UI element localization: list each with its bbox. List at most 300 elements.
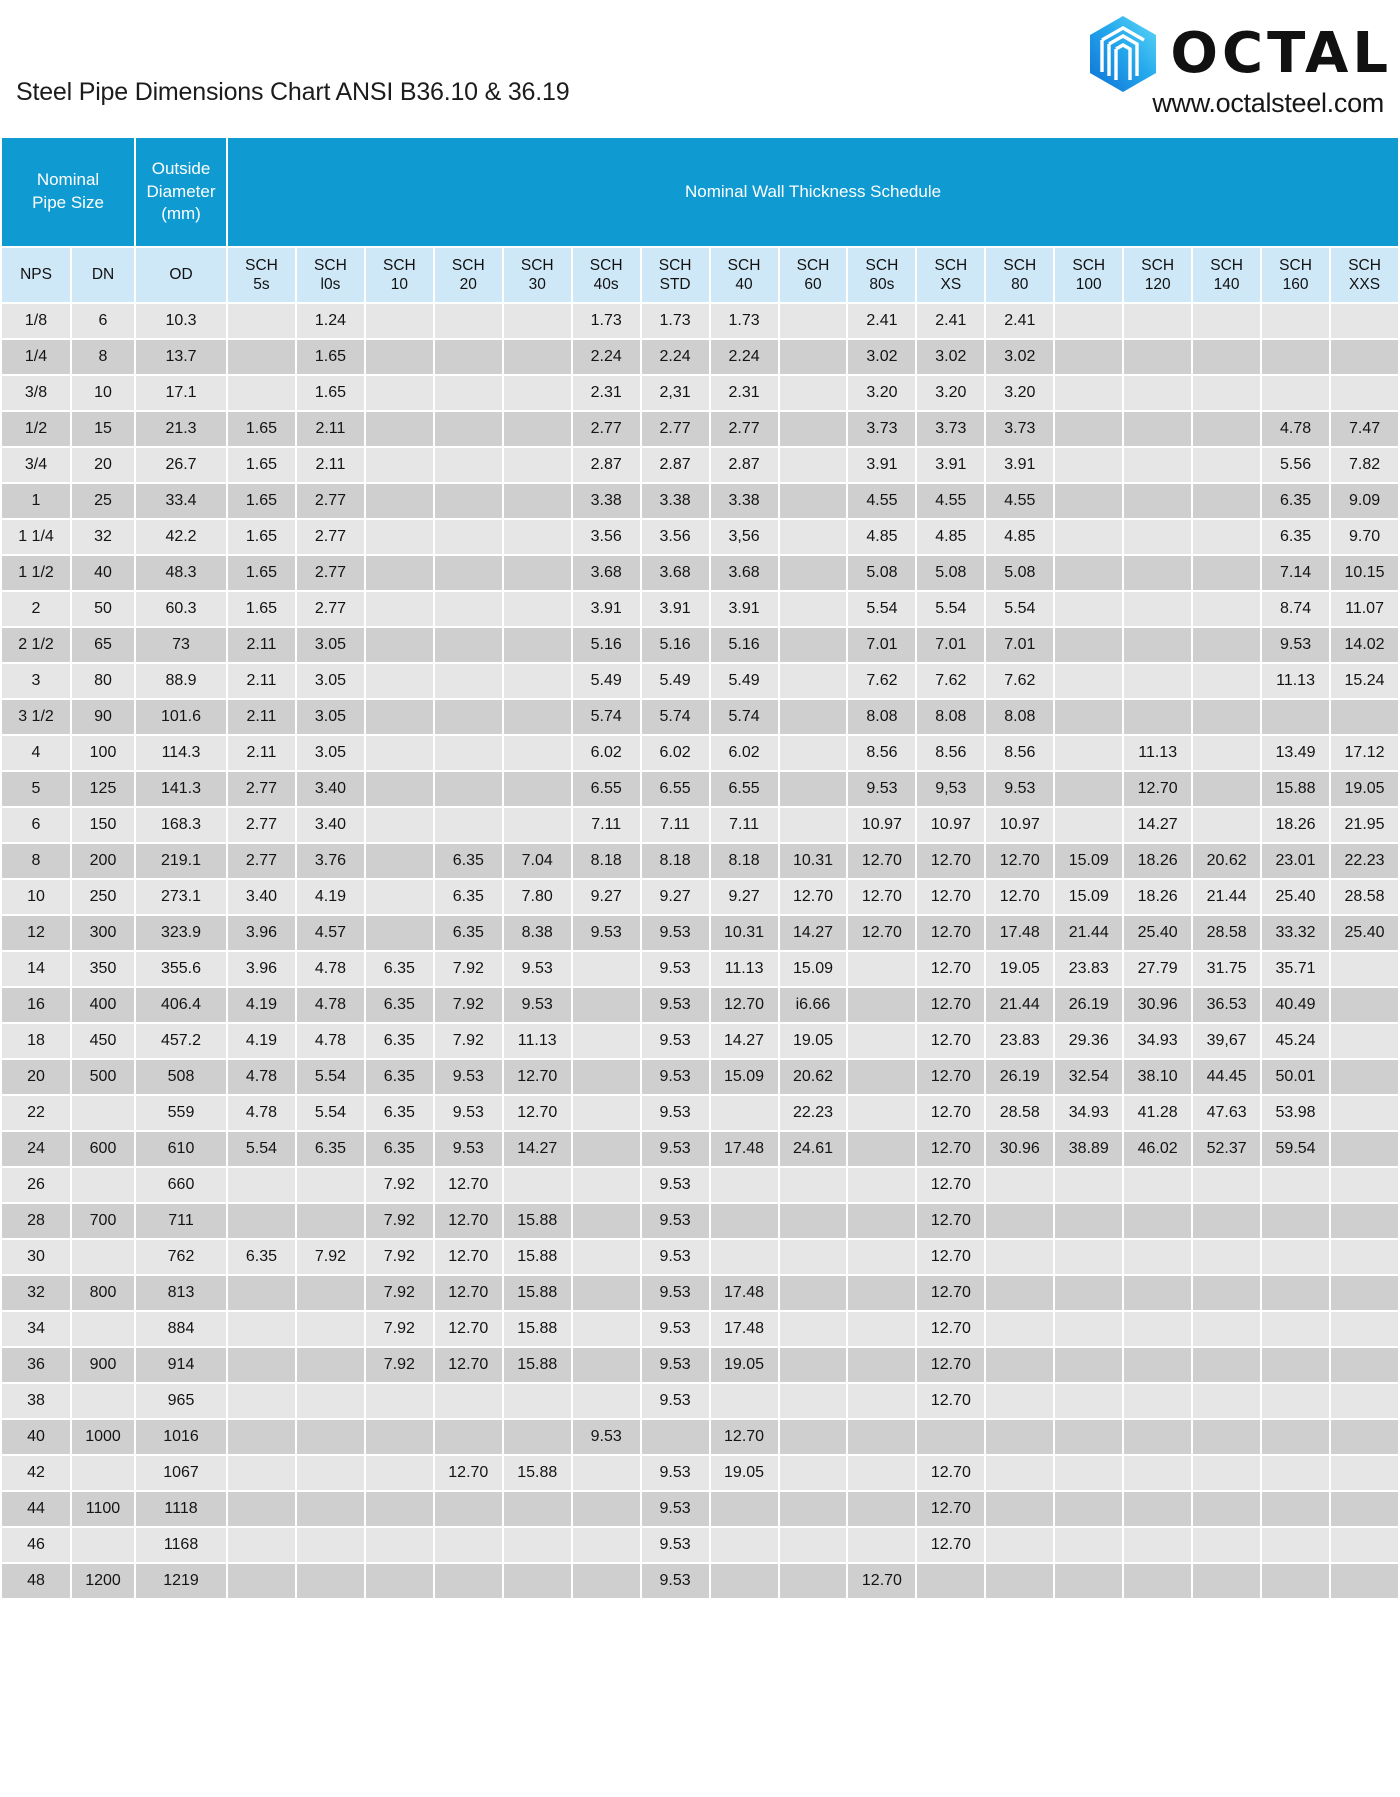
table-cell: 5.16 — [642, 628, 709, 662]
sch-prefix-label: SCH — [1348, 256, 1381, 274]
table-cell-empty — [504, 1492, 571, 1526]
table-cell: 9.53 — [642, 1240, 709, 1274]
table-cell-empty — [366, 556, 433, 590]
table-cell: 3.56 — [573, 520, 640, 554]
table-cell: 21.95 — [1331, 808, 1398, 842]
table-cell: 4.78 — [297, 1024, 364, 1058]
table-cell: 7.62 — [986, 664, 1053, 698]
table-cell: 12.70 — [848, 880, 915, 914]
table-cell-empty — [573, 952, 640, 986]
table-cell: 9.53 — [642, 1276, 709, 1310]
table-cell: 12.70 — [435, 1204, 502, 1238]
table-cell-empty — [366, 772, 433, 806]
table-cell: 16 — [2, 988, 70, 1022]
table-cell-empty — [1331, 1060, 1398, 1094]
table-cell-empty — [1262, 1168, 1329, 1202]
table-cell-empty — [848, 1420, 915, 1454]
table-row — [2, 1240, 1398, 1274]
table-cell: 9.53 — [435, 1060, 502, 1094]
column-header-sch-80s — [848, 248, 915, 302]
table-cell: 60.3 — [136, 592, 226, 626]
table-cell-empty — [435, 340, 502, 374]
table-cell: 50 — [72, 592, 134, 626]
table-cell: 2.11 — [228, 664, 295, 698]
table-cell: 9.70 — [1331, 520, 1398, 554]
table-cell-empty — [1124, 628, 1191, 662]
table-cell: 3.68 — [642, 556, 709, 590]
sch-prefix-label: SCH — [1072, 256, 1106, 274]
table-cell: 9.53 — [504, 952, 571, 986]
table-cell-empty — [1124, 448, 1191, 482]
table-cell-empty — [297, 1384, 364, 1418]
table-cell: 34 — [2, 1312, 70, 1346]
table-cell: 3.68 — [573, 556, 640, 590]
sch-suffix-label: 160 — [1282, 276, 1309, 293]
table-row — [2, 1204, 1398, 1238]
table-row — [2, 340, 1398, 374]
table-cell-empty — [986, 1168, 1053, 1202]
table-cell-empty — [711, 1240, 778, 1274]
table-cell: 3.38 — [642, 484, 709, 518]
table-cell-empty — [780, 1564, 847, 1598]
table-cell: 11.13 — [1262, 664, 1329, 698]
table-cell: 19.05 — [711, 1348, 778, 1382]
table-cell-empty — [780, 1528, 847, 1562]
table-cell-empty — [1124, 484, 1191, 518]
table-cell: 1.24 — [297, 304, 364, 338]
table-row — [2, 1456, 1398, 1490]
table-cell: 90 — [72, 700, 134, 734]
table-cell-empty — [297, 1420, 364, 1454]
table-cell-empty — [1331, 340, 1398, 374]
table-cell: 3.02 — [917, 340, 984, 374]
table-cell-empty — [1331, 1132, 1398, 1166]
table-cell: 1168 — [136, 1528, 226, 1562]
table-cell-empty — [1055, 772, 1122, 806]
table-cell: 7.11 — [642, 808, 709, 842]
table-cell: 7.82 — [1331, 448, 1398, 482]
table-cell: 2.77 — [573, 412, 640, 446]
table-cell: 12.70 — [917, 1456, 984, 1490]
table-cell-empty — [1124, 556, 1191, 590]
table-cell: 17.48 — [711, 1312, 778, 1346]
table-cell-empty — [573, 1096, 640, 1130]
table-cell: 15.88 — [504, 1240, 571, 1274]
table-cell-empty — [1262, 1240, 1329, 1274]
table-cell-empty — [986, 1420, 1053, 1454]
table-cell-empty — [504, 1384, 571, 1418]
sch-suffix-label: 140 — [1213, 276, 1240, 293]
column-header-sch-30 — [504, 248, 571, 302]
table-cell: i6.66 — [780, 988, 847, 1022]
table-cell-empty — [366, 1456, 433, 1490]
table-row — [2, 1312, 1398, 1346]
table-cell: 4 — [2, 736, 70, 770]
table-cell: 5.08 — [986, 556, 1053, 590]
table-cell: 6.55 — [711, 772, 778, 806]
table-cell: 2 1/2 — [2, 628, 70, 662]
table-cell: 15.09 — [1055, 880, 1122, 914]
table-cell: 5.74 — [711, 700, 778, 734]
table-cell: 2.77 — [228, 808, 295, 842]
table-cell-empty — [780, 1456, 847, 1490]
table-cell: 44.45 — [1193, 1060, 1260, 1094]
column-header-sch-l0s — [297, 248, 364, 302]
table-cell: 3.91 — [986, 448, 1053, 482]
table-cell: 6.35 — [435, 844, 502, 878]
table-cell: 20 — [72, 448, 134, 482]
table-cell: 15.88 — [504, 1456, 571, 1490]
table-cell: 1 1/4 — [2, 520, 70, 554]
table-cell: 12.70 — [917, 1024, 984, 1058]
table-cell: 12.70 — [435, 1276, 502, 1310]
table-cell-empty — [573, 1024, 640, 1058]
table-cell: 3.40 — [228, 880, 295, 914]
table-cell-empty — [366, 376, 433, 410]
table-cell: 10.15 — [1331, 556, 1398, 590]
table-cell: 610 — [136, 1132, 226, 1166]
table-cell-empty — [1262, 1564, 1329, 1598]
table-row — [2, 520, 1398, 554]
table-cell: 9.53 — [642, 1024, 709, 1058]
table-cell-empty — [1055, 484, 1122, 518]
table-cell-empty — [297, 1168, 364, 1202]
table-cell: 1.65 — [228, 448, 295, 482]
table-cell-empty — [848, 988, 915, 1022]
table-cell: 17.1 — [136, 376, 226, 410]
table-cell-empty — [1331, 376, 1398, 410]
table-cell: 4.78 — [228, 1096, 295, 1130]
table-cell: 12.70 — [1124, 772, 1191, 806]
table-row — [2, 736, 1398, 770]
table-cell: 3.91 — [917, 448, 984, 482]
table-cell-empty — [1193, 1456, 1260, 1490]
table-cell-empty — [1262, 376, 1329, 410]
table-cell-empty — [1193, 1240, 1260, 1274]
table-cell: 8.74 — [1262, 592, 1329, 626]
table-cell: 6.35 — [366, 1096, 433, 1130]
table-cell: 14.27 — [711, 1024, 778, 1058]
table-cell: 6.35 — [366, 952, 433, 986]
table-row — [2, 592, 1398, 626]
table-cell: 8.08 — [848, 700, 915, 734]
column-header-sch-5s — [228, 248, 295, 302]
table-cell-empty — [1262, 1492, 1329, 1526]
table-cell-empty — [366, 592, 433, 626]
table-cell: 21.44 — [1055, 916, 1122, 950]
table-cell: 400 — [72, 988, 134, 1022]
table-cell: 15.09 — [711, 1060, 778, 1094]
table-cell: 6.35 — [435, 916, 502, 950]
column-header-sch-160 — [1262, 248, 1329, 302]
table-cell: 813 — [136, 1276, 226, 1310]
table-cell-empty — [1055, 1456, 1122, 1490]
table-cell: 600 — [72, 1132, 134, 1166]
sch-prefix-label: SCH — [1003, 256, 1037, 274]
table-cell-empty — [1262, 1420, 1329, 1454]
table-cell-empty — [366, 304, 433, 338]
table-cell-empty — [1331, 1420, 1398, 1454]
table-cell-empty — [72, 1240, 134, 1274]
table-cell-empty — [297, 1204, 364, 1238]
table-cell-empty — [780, 484, 847, 518]
table-cell: 5.54 — [917, 592, 984, 626]
table-cell: 6.02 — [711, 736, 778, 770]
table-cell-empty — [573, 1348, 640, 1382]
table-cell: 2.24 — [711, 340, 778, 374]
table-cell-empty — [228, 1492, 295, 1526]
table-cell: 7.47 — [1331, 412, 1398, 446]
table-cell-empty — [435, 808, 502, 842]
table-cell: 5.16 — [711, 628, 778, 662]
table-cell: 10.97 — [917, 808, 984, 842]
table-cell: 3.05 — [297, 664, 364, 698]
table-cell: 7.92 — [297, 1240, 364, 1274]
table-cell: 1/8 — [2, 304, 70, 338]
table-cell-empty — [1124, 1348, 1191, 1382]
table-cell: 40 — [72, 556, 134, 590]
table-cell-empty — [435, 1384, 502, 1418]
table-cell-empty — [504, 1420, 571, 1454]
table-cell: 13.7 — [136, 340, 226, 374]
table-cell: 7.01 — [917, 628, 984, 662]
table-cell: 2.41 — [848, 304, 915, 338]
table-cell: 5.54 — [986, 592, 1053, 626]
table-cell: 168.3 — [136, 808, 226, 842]
table-cell: 17.48 — [986, 916, 1053, 950]
table-cell-empty — [228, 1456, 295, 1490]
table-row — [2, 952, 1398, 986]
table-cell-empty — [1124, 376, 1191, 410]
table-cell: 323.9 — [136, 916, 226, 950]
table-cell: 48.3 — [136, 556, 226, 590]
table-cell-empty — [1055, 520, 1122, 554]
column-header-sch-xxs — [1331, 248, 1398, 302]
table-cell: 9.53 — [573, 916, 640, 950]
table-cell: 18.26 — [1262, 808, 1329, 842]
table-cell: 6.35 — [297, 1132, 364, 1166]
table-row — [2, 880, 1398, 914]
table-cell: 6 — [2, 808, 70, 842]
table-cell: 9.53 — [986, 772, 1053, 806]
table-cell-empty — [780, 304, 847, 338]
table-cell: 4.19 — [228, 1024, 295, 1058]
column-header-sch-xs — [917, 248, 984, 302]
table-cell: 9.53 — [642, 1060, 709, 1094]
table-cell-empty — [986, 1384, 1053, 1418]
table-cell: 59.54 — [1262, 1132, 1329, 1166]
table-cell: 40 — [2, 1420, 70, 1454]
table-cell: 7.92 — [366, 1168, 433, 1202]
table-cell: 13.49 — [1262, 736, 1329, 770]
table-cell: 450 — [72, 1024, 134, 1058]
table-cell: 26.19 — [1055, 988, 1122, 1022]
table-cell-empty — [1193, 376, 1260, 410]
table-cell-empty — [1193, 1348, 1260, 1382]
table-cell-empty — [1193, 520, 1260, 554]
table-cell-empty — [435, 1420, 502, 1454]
table-row — [2, 916, 1398, 950]
table-cell-empty — [848, 1024, 915, 1058]
table-cell-empty — [848, 1492, 915, 1526]
table-cell-empty — [1055, 448, 1122, 482]
table-cell: 29.36 — [1055, 1024, 1122, 1058]
table-cell-empty — [1055, 1384, 1122, 1418]
table-cell: 3.05 — [297, 700, 364, 734]
table-cell-empty — [1262, 1384, 1329, 1418]
table-cell: 1.73 — [642, 304, 709, 338]
table-cell: 21.44 — [986, 988, 1053, 1022]
table-cell: 11.07 — [1331, 592, 1398, 626]
table-row — [2, 844, 1398, 878]
table-cell-empty — [504, 1564, 571, 1598]
table-cell: 7.04 — [504, 844, 571, 878]
table-cell: 65 — [72, 628, 134, 662]
table-cell-empty — [1124, 1528, 1191, 1562]
table-cell-empty — [573, 1204, 640, 1238]
table-cell: 7.92 — [366, 1276, 433, 1310]
table-cell-empty — [504, 628, 571, 662]
group-header-wall-schedule: Nominal Wall Thickness Schedule — [228, 138, 1398, 246]
table-cell: 5.54 — [228, 1132, 295, 1166]
sch-suffix-label: 10 — [390, 276, 408, 293]
table-cell-empty — [1055, 340, 1122, 374]
table-cell: 6.35 — [1262, 520, 1329, 554]
table-cell: 12.70 — [986, 880, 1053, 914]
table-cell-empty — [1262, 1276, 1329, 1310]
table-cell-empty — [366, 1420, 433, 1454]
table-cell: 26 — [2, 1168, 70, 1202]
table-cell: 2.87 — [711, 448, 778, 482]
table-cell: 35.71 — [1262, 952, 1329, 986]
table-cell-empty — [504, 484, 571, 518]
table-cell-empty — [1055, 1240, 1122, 1274]
table-cell: 12.70 — [711, 1420, 778, 1454]
column-header-od: OD — [136, 248, 226, 302]
table-cell: 15.88 — [504, 1204, 571, 1238]
table-cell: 1.73 — [573, 304, 640, 338]
table-cell: 300 — [72, 916, 134, 950]
sch-prefix-label: SCH — [934, 256, 968, 274]
table-cell-empty — [1055, 304, 1122, 338]
table-cell-empty — [573, 988, 640, 1022]
table-cell: 9.53 — [642, 1132, 709, 1166]
table-row — [2, 448, 1398, 482]
table-cell-empty — [780, 772, 847, 806]
table-row — [2, 376, 1398, 410]
column-header-dn: DN — [72, 248, 134, 302]
table-cell-empty — [1331, 1528, 1398, 1562]
group-header-outside-diameter: Outside Diameter (mm) — [136, 138, 226, 246]
sch-prefix-label: SCH — [520, 256, 554, 274]
table-cell: 12.70 — [917, 916, 984, 950]
sch-suffix-label: 20 — [459, 276, 477, 293]
table-cell: 15.88 — [1262, 772, 1329, 806]
table-cell: 6.55 — [642, 772, 709, 806]
table-cell: 33.32 — [1262, 916, 1329, 950]
table-cell-empty — [228, 1420, 295, 1454]
column-header-sch-100 — [1055, 248, 1122, 302]
table-cell-empty — [642, 1420, 709, 1454]
table-cell: 14.02 — [1331, 628, 1398, 662]
table-cell-empty — [504, 556, 571, 590]
table-cell: 25.40 — [1124, 916, 1191, 950]
table-cell: 3.56 — [642, 520, 709, 554]
table-cell-empty — [1193, 448, 1260, 482]
table-cell: 24.61 — [780, 1132, 847, 1166]
table-cell: 3.96 — [228, 916, 295, 950]
table-cell: 3,56 — [711, 520, 778, 554]
table-cell-empty — [504, 1168, 571, 1202]
table-cell-empty — [780, 412, 847, 446]
sch-suffix-label: 80s — [869, 276, 895, 293]
table-cell: 12.70 — [848, 916, 915, 950]
table-cell-empty — [1331, 1384, 1398, 1418]
table-cell-empty — [1124, 592, 1191, 626]
table-cell: 9.53 — [642, 988, 709, 1022]
table-cell: 9.09 — [1331, 484, 1398, 518]
table-cell-empty — [366, 1564, 433, 1598]
table-cell-empty — [1055, 556, 1122, 590]
table-cell-empty — [435, 448, 502, 482]
table-cell: 3.05 — [297, 628, 364, 662]
sch-suffix-label: 40 — [735, 276, 753, 293]
table-cell-empty — [366, 448, 433, 482]
table-cell: 5.56 — [1262, 448, 1329, 482]
table-cell-empty — [1055, 1348, 1122, 1382]
table-row — [2, 628, 1398, 662]
table-cell: 6.35 — [435, 880, 502, 914]
table-cell-empty — [573, 1132, 640, 1166]
table-cell-empty — [366, 916, 433, 950]
table-cell: 3.91 — [642, 592, 709, 626]
table-cell: 11.13 — [504, 1024, 571, 1058]
sch-suffix-label: 80 — [1011, 276, 1029, 293]
table-cell: 1.73 — [711, 304, 778, 338]
table-cell: 7.92 — [366, 1312, 433, 1346]
table-cell: 7.92 — [435, 988, 502, 1022]
table-cell: 4.85 — [986, 520, 1053, 554]
table-cell: 25.40 — [1331, 916, 1398, 950]
table-cell-empty — [848, 952, 915, 986]
table-cell: 23.83 — [986, 1024, 1053, 1058]
table-row — [2, 988, 1398, 1022]
table-cell: 9.53 — [642, 1384, 709, 1418]
table-cell-empty — [848, 1168, 915, 1202]
table-row — [2, 1132, 1398, 1166]
table-cell: 12.70 — [504, 1060, 571, 1094]
table-row — [2, 1024, 1398, 1058]
table-cell: 9.53 — [642, 1168, 709, 1202]
table-cell: 2.77 — [297, 520, 364, 554]
table-cell: 18 — [2, 1024, 70, 1058]
table-cell: 1219 — [136, 1564, 226, 1598]
table-cell: 1 — [2, 484, 70, 518]
table-cell: 25 — [72, 484, 134, 518]
table-cell-empty — [1055, 412, 1122, 446]
table-cell: 1200 — [72, 1564, 134, 1598]
table-cell: 46.02 — [1124, 1132, 1191, 1166]
table-cell: 73 — [136, 628, 226, 662]
table-cell: 7.11 — [573, 808, 640, 842]
table-cell: 1/4 — [2, 340, 70, 374]
table-cell-empty — [228, 1564, 295, 1598]
table-cell: 11.13 — [711, 952, 778, 986]
table-cell-empty — [435, 736, 502, 770]
table-cell: 34.93 — [1055, 1096, 1122, 1130]
table-cell: 25.40 — [1262, 880, 1329, 914]
table-cell-empty — [1193, 1276, 1260, 1310]
